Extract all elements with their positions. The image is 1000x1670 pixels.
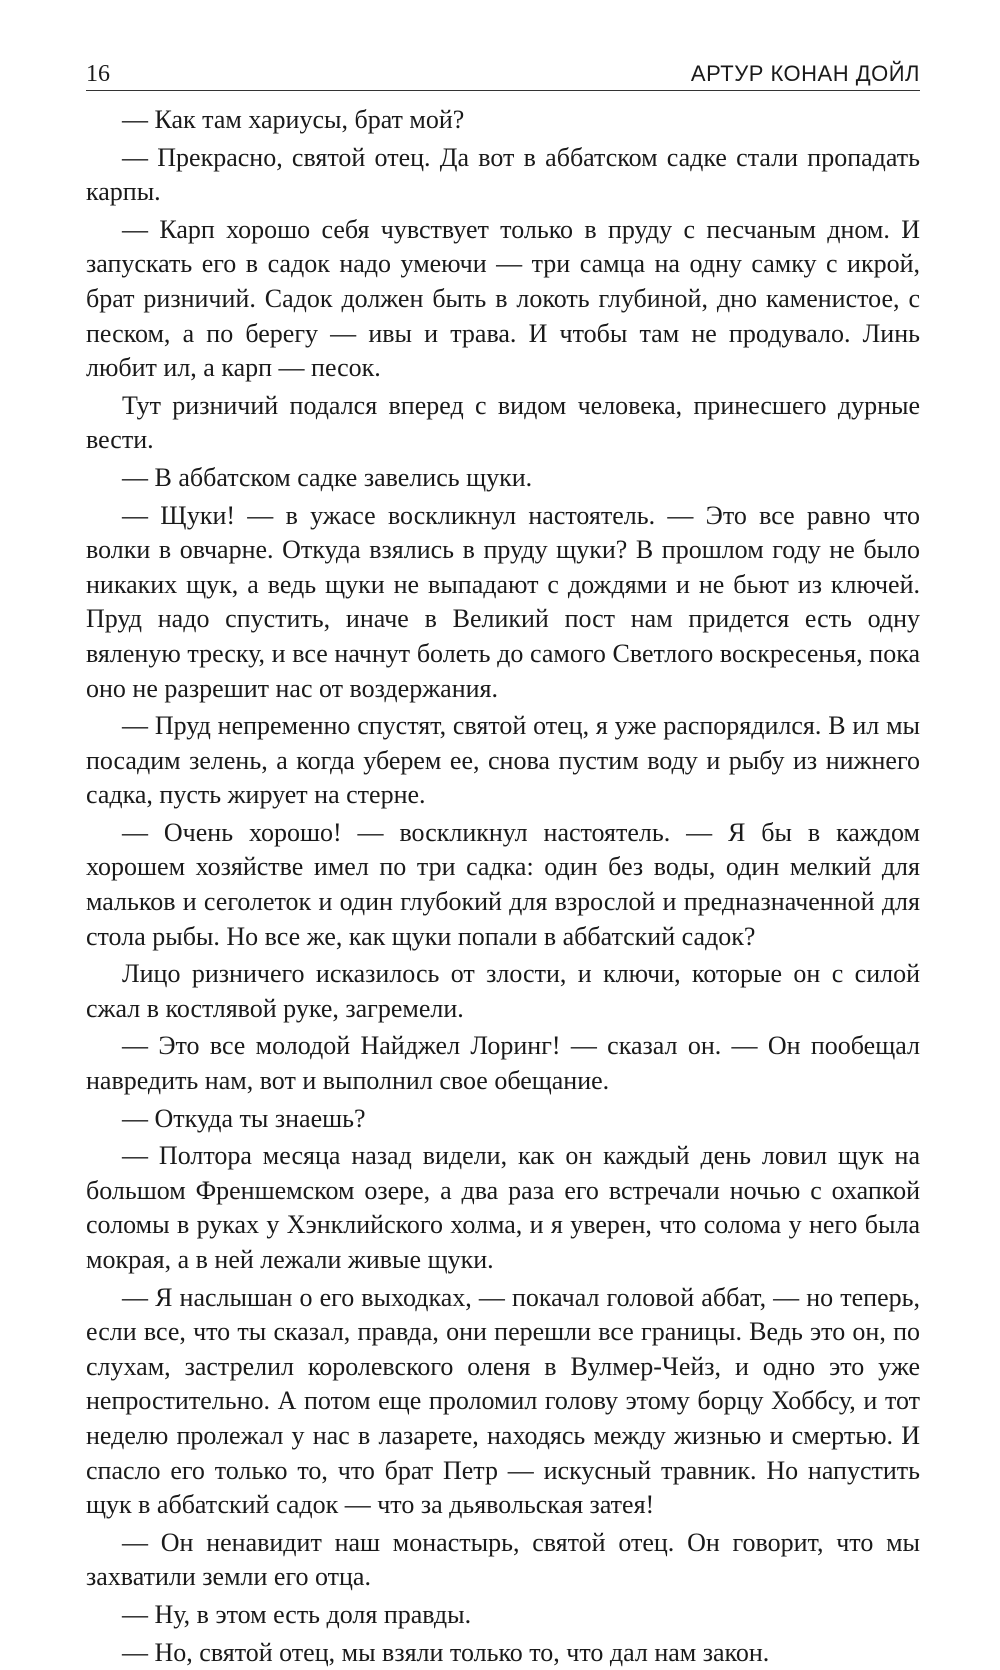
paragraph: — Полтора месяца назад видели, как он каждый день ловил щук на большом Френшемском озере, а два раза его встречали ночью с охапкой соломы в руках у Хэнклийского холма, и я уверен, что солома у него была мокрая, а в ней лежали живые щуки. (86, 1141, 920, 1274)
paragraph: — Откуда ты знаешь? (122, 1103, 366, 1133)
paragraph: — Карп хорошо себя чувствует только в пруду с песчаным дном. И запускать его в садок надо умеючи — три самца на одну самку с икрой, брат ризничий. Садок должен быть в локоть глубиной, дно каменистое, с песком, а по берегу — ивы и трава. И чтобы там не продувало. Линь любит ил, а карп — песок. (86, 214, 920, 383)
paragraph: Лицо ризничего исказилось от злости, и ключи, которые он с силой сжал в костлявой руке, загремели. (86, 959, 920, 1023)
paragraph: — Как там хариусы, брат мой? (122, 105, 465, 134)
paragraph: — Это все молодой Найджел Лоринг! — сказал он. — Он пообещал навредить нам, вот и выполнил свое обещание. (86, 1031, 920, 1096)
paragraph: — Пруд непременно спустят, святой отец, я уже распорядился. В ил мы посадим зелень, а когда уберем ее, снова пустим воду и рыбу из нижнего садка, пусть жирует на стерне. (86, 711, 920, 810)
running-title: АРТУР КОНАН ДОЙЛ (690, 61, 920, 86)
page-number: 16 (86, 61, 110, 87)
paragraph: — Щуки! — в ужасе воскликнул настоятель. — Это все равно что волки в овчарне. Откуда взялись в пруду щуки? В прошлом году не было никаких щук, а ведь щуки не выпадают с дождями и не бьют из ключей. Пруд надо спустить, иначе в Великий пост нам придется есть одну вяленую треску, и все начнут болеть до самого Светлого воскресенья, пока оно не разрешит нас от воздержания. (86, 500, 920, 703)
paragraph: — Я наслышан о его выходках, — покачал головой аббат, — но теперь, если все, что ты сказал, правда, они перешли все границы. Ведь это он, по слухам, застрелил королевского оленя в Вулмер-Чейз, и одно это уже непростительно. А потом еще проломил голову этому борцу Хоббсу, и тот неделю пролежал у нас в лазарете, находясь между жизнью и смертью. И спасло его только то, что брат Петр — искусный травник. Но напустить щук в аббатский садок — что за дьявольская затея! (86, 1282, 920, 1520)
paragraph: — Ну, в этом есть доля правды. (122, 1599, 472, 1629)
paragraph: — Очень хорошо! — воскликнул настоятель. — Я бы в каждом хорошем хозяйстве имел по три садка: один без воды, один мелкий для мальков и сеголеток и один глубокий для взрослой и предназначенной для стола рыбы. Но все же, как щуки попали в аббатский садок? (86, 817, 920, 951)
text-body (86, 103, 920, 1670)
paragraph: — Но, святой отец, мы взяли только то, что дал нам закон. (122, 1637, 770, 1667)
paragraph: — В аббатском садке завелись щуки. (122, 462, 533, 492)
page-header (86, 60, 920, 91)
paragraph: — Прекрасно, святой отец. Да вот в аббатском садке стали пропадать карпы. (86, 142, 920, 207)
paragraph: — Он ненавидит наш монастырь, святой отец. Он говорит, что мы захватили земли его отца. (86, 1527, 920, 1592)
paragraph: Тут ризничий подался вперед с видом человека, принесшего дурные вести. (86, 390, 920, 455)
